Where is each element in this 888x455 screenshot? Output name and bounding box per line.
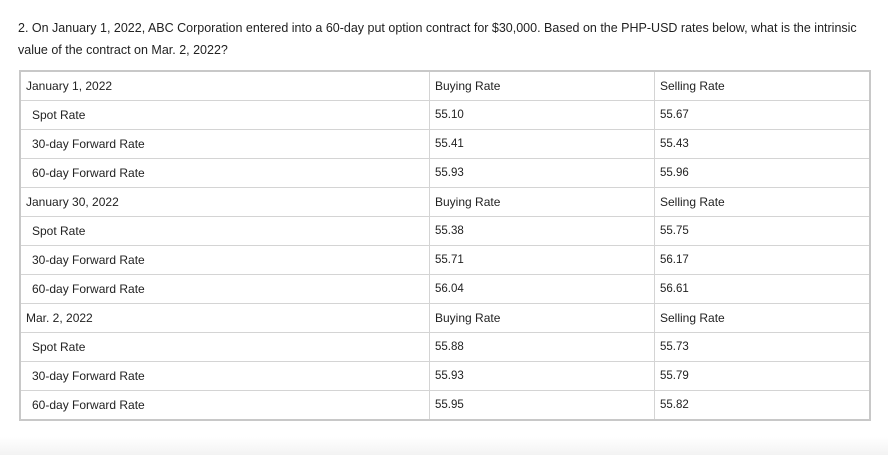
section-header-row [20,188,870,217]
buying-rate-value: 55.41 [430,130,655,159]
rate-label: 60-day Forward Rate [20,275,430,304]
selling-rate-value: 56.17 [655,246,871,275]
rate-label: 30-day Forward Rate [20,130,430,159]
table-row [20,333,870,362]
buying-rate-value: 55.10 [430,101,655,130]
selling-rate-header: Selling Rate [655,71,871,101]
exchange-rate-table [19,70,871,421]
selling-rate-value: 55.73 [655,333,871,362]
rate-label: 30-day Forward Rate [20,362,430,391]
selling-rate-value: 55.96 [655,159,871,188]
bottom-fade [0,437,888,455]
section-date: January 1, 2022 [20,71,430,101]
buying-rate-header: Buying Rate [430,304,655,333]
buying-rate-header: Buying Rate [430,71,655,101]
table-row [20,217,870,246]
rate-label: 60-day Forward Rate [20,159,430,188]
buying-rate-value: 55.88 [430,333,655,362]
buying-rate-value: 56.04 [430,275,655,304]
section-date: January 30, 2022 [20,188,430,217]
rate-label: 30-day Forward Rate [20,246,430,275]
buying-rate-value: 55.95 [430,391,655,421]
rate-label: 60-day Forward Rate [20,391,430,421]
question-text: 2. On January 1, 2022, ABC Corporation entered into a 60-day put option contract for $30,000. Based on the PHP-USD rates below, what is the intrinsic value of the contract on Mar. 2, 2022? [18,21,857,57]
selling-rate-value: 55.75 [655,217,871,246]
rate-label: Spot Rate [20,101,430,130]
rate-label: Spot Rate [20,217,430,246]
selling-rate-value: 55.43 [655,130,871,159]
buying-rate-header: Buying Rate [430,188,655,217]
selling-rate-value: 55.82 [655,391,871,421]
table-row [20,159,870,188]
table-row [20,362,870,391]
rate-label: Spot Rate [20,333,430,362]
selling-rate-header: Selling Rate [655,304,871,333]
table-row [20,275,870,304]
buying-rate-value: 55.93 [430,159,655,188]
buying-rate-value: 55.93 [430,362,655,391]
selling-rate-header: Selling Rate [655,188,871,217]
table-row [20,391,870,421]
table-row [20,246,870,275]
section-date: Mar. 2, 2022 [20,304,430,333]
section-header-row [20,304,870,333]
selling-rate-value: 55.67 [655,101,871,130]
buying-rate-value: 55.71 [430,246,655,275]
selling-rate-value: 55.79 [655,362,871,391]
section-header-row [20,71,870,101]
table-row [20,101,870,130]
selling-rate-value: 56.61 [655,275,871,304]
table-row [20,130,870,159]
buying-rate-value: 55.38 [430,217,655,246]
